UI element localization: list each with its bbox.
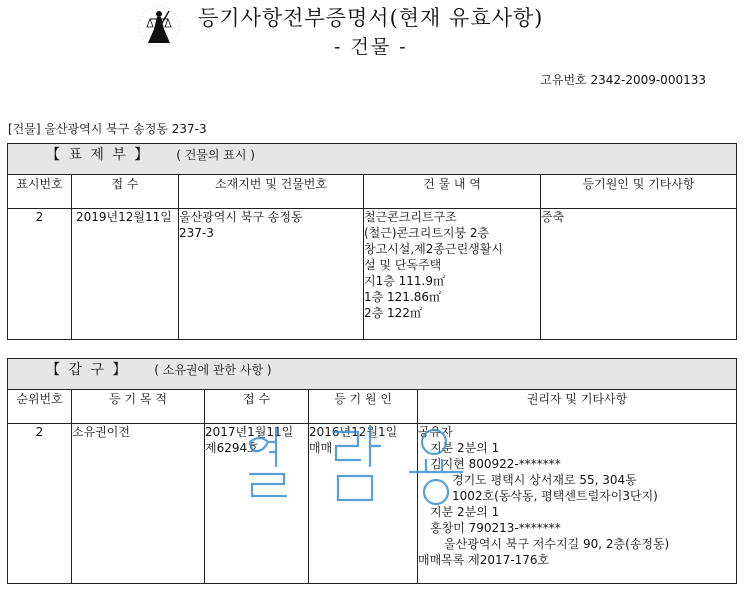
gapgu-table [7, 358, 737, 584]
details-line: 2층 122㎡ [364, 306, 422, 320]
col-reason: 등기원인 및 기타사항 [541, 175, 737, 209]
pyoje-column-headers [8, 175, 737, 209]
receipt-cell [205, 424, 309, 584]
rights-line: 홍창미 790213-******* [430, 521, 561, 535]
rights-line: 지분 2분의 1 [430, 441, 500, 455]
reason-cell: 증축 [541, 209, 737, 340]
gapgu-subtitle: ( 소유권에 관한 사항 ) [154, 363, 272, 377]
rank-no-cell: 2 [8, 424, 72, 584]
details-line: 창고시설,제2종근린생활시 [364, 242, 503, 256]
gapgu-section-header [8, 359, 737, 390]
col-receipt: 접 수 [72, 175, 179, 209]
cause-line: 2016년12월1일 [309, 425, 398, 439]
details-line: 1층 121.86㎡ [364, 290, 442, 304]
pyoje-section-header [8, 144, 737, 175]
col-rank-no: 순위번호 [8, 390, 72, 424]
document-subtitle: - 건물 - [334, 36, 408, 58]
location-cell [179, 209, 364, 340]
gapgu-column-headers [8, 390, 737, 424]
pyoje-subtitle: ( 건물의 표시 ) [176, 148, 255, 162]
pyoje-table [7, 143, 737, 340]
col-display-no: 표시번호 [8, 175, 72, 209]
table-row [8, 424, 737, 584]
court-emblem-logo [136, 3, 182, 49]
rights-line: 1002호(동삭동, 평택센트럴자이3단지) [452, 489, 658, 503]
details-line: (철근)콘크리트지붕 2층 [364, 226, 490, 240]
col-rights-holder: 권리자 및 기타사항 [418, 390, 737, 424]
rights-line: 지분 2분의 1 [430, 505, 500, 519]
details-line: 설 및 단독주택 [364, 258, 442, 272]
cause-cell [309, 424, 418, 584]
location-line: 울산광역시 북구 송정동 [179, 210, 303, 224]
rights-line: 공유자 [418, 425, 453, 439]
rights-line: 경기도 평택시 상서재로 55, 304동 [452, 473, 637, 487]
document-title: 등기사항전부증명서(현재 유효사항) [198, 6, 544, 30]
rights-line: 김지현 800922-******* [430, 457, 561, 471]
display-no-cell: 2 [8, 209, 72, 340]
details-line: 지1층 111.9㎡ [364, 274, 445, 288]
purpose-cell: 소유권이전 [72, 424, 205, 584]
rights-line: 울산광역시 북구 저수지길 90, 2층(송정동) [444, 537, 670, 551]
building-address-line: [건물] 울산광역시 북구 송정동 237-3 [8, 122, 207, 136]
col-cause: 등 기 원 인 [309, 390, 418, 424]
pyoje-title: 【 표 제 부 】 [46, 147, 151, 163]
receipt-line: 제6294호 [205, 441, 259, 455]
col-building-details: 건 물 내 역 [364, 175, 541, 209]
receipt-line: 2017년1월11일 [205, 425, 294, 439]
gapgu-title: 【 갑 구 】 [46, 362, 129, 378]
col-purpose: 등 기 목 적 [72, 390, 205, 424]
location-line: 237-3 [179, 226, 214, 240]
cause-line: 매매 [309, 441, 333, 455]
unique-number: 고유번호 2342-2009-000133 [540, 73, 706, 87]
rights-holder-cell [418, 424, 737, 584]
col-receipt: 접 수 [205, 390, 309, 424]
table-row [8, 209, 737, 340]
building-details-cell [364, 209, 541, 340]
rights-line: 매매목록 제2017-176호 [418, 553, 550, 567]
details-line: 철근콘크리트구조 [364, 210, 457, 224]
receipt-date-cell: 2019년12월11일 [72, 209, 179, 340]
col-location: 소재지번 및 건물번호 [179, 175, 364, 209]
